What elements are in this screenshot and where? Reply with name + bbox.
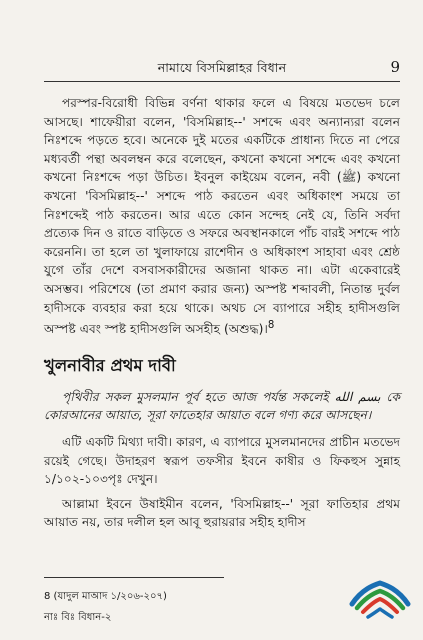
paragraph-text: পরস্পর-বিরোধী বিভিন্ন বর্ণনা থাকার ফলে এ বিষয়ে মতভেদ চলে আসছে। শাফেয়ীরা বলেন, 'বিসমিল্লাহ--' সশব্দে এবং অন্যান্যরা বলেন নিঃশব্দে পড়তে হবে। অনেকে দুই মতের একটিকে প্রাধান্য দিতে না পেরে মধ্যবর্তী পন্থা অবলম্বন করে বলেছেন, কখনো কখনো সশব্দে এবং কখনো কখনো নিঃশব্দে পড়া উচিত। ইবনুল কাইয়েম বলেন, নবী (ﷺ) কখনো কখনো 'বিসমিল্লাহ--' সশব্দে পাঠ করতেন এবং অধিকাংশ সময়ে তা নিঃশব্দেই পাঠ করতেন। আর এতে কোন সন্দেহ নেই যে, তিনি সর্বদা প্রত্যেক দিন ও রাতে বাড়িতে ও সফরে অবস্থানকালে পাঁচ বারই সশব্দে পাঠ করেননি। তা হলে তা খুলাফায়ে রাশেদীন ও অধিকাংশ সাহাবা এবং শ্রেষ্ঠ যুগে তাঁর দেশে বসবাসকারীদের অজানা থাকত না। এটা একেবারেই অসম্ভব। পরিশেষে (তা প্রমাণ করার জন্য) অস্পষ্ট শব্দাবলী, নিতান্ত দুর্বল হাদীসকে ব্যবহার করা হয়ে থাকে। অথচ সে ব্যাপারে সহীহ হাদীসগুলি অস্পষ্ট এবং স্পষ্ট হাদীসগুলি অসহীহ (অশুদ্ধ)।	[44, 96, 400, 337]
body-paragraph: আল্লামা ইবনে উষাইমীন বলেন, 'বিসমিল্লাহ--' সূরা ফাতিহার প্রথম আয়াত নয়, তার দলীল হল আবূ হুরায়রার সহীহ হাদীস	[44, 496, 400, 530]
body-paragraph	[44, 94, 400, 339]
page-header	[44, 60, 400, 80]
footnote-reference: 8	[267, 320, 275, 332]
header-rule	[44, 81, 400, 82]
quoted-claim: পৃথিবীর সকল মুসলমান পূর্ব হতে আজ পর্যন্ত সকলেই بسم الله কে কোরআনের আয়াত, সূরা ফাতেহার আয়াত বলে গণ্য করে আসছেন।	[44, 389, 400, 423]
page-number: 9	[390, 58, 400, 76]
publisher-logo-icon	[344, 579, 416, 627]
running-title: নামাযে বিসমিল্লাহর বিধান	[157, 60, 287, 75]
footnote: 8 (যাদুল মাআদ ১/২০৬-২০৭)	[44, 591, 167, 602]
page-content	[44, 94, 400, 532]
page-signature: নাঃ বিঃ বিধান-২	[44, 612, 112, 623]
body-paragraph: এটি একটি মিথ্যা দাবী। কারণ, এ ব্যাপারে মুসলমানদের প্রাচীন মতভেদ রয়েই গেছে। উদাহরণ স্বরূপ তফসীর ইবনে কাষীর ও ফিকহুস সুন্নাহ ১/১০২-১০৩পৃঃ দেখুন।	[44, 434, 400, 487]
footnote-rule	[44, 577, 224, 578]
section-heading: খুলনাবীর প্রথম দাবী	[44, 355, 176, 375]
